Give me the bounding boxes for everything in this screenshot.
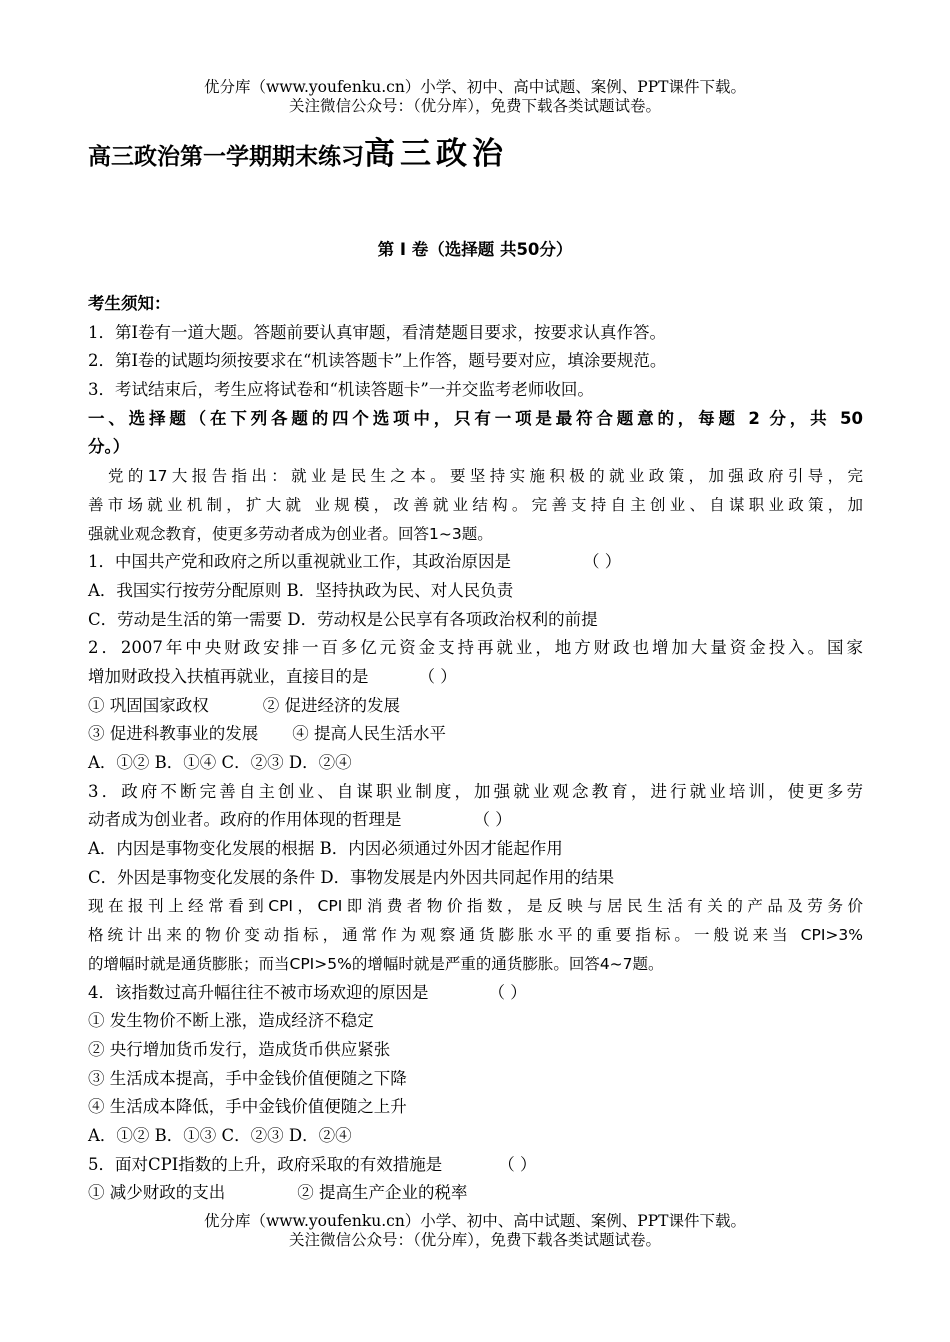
material1-line-2: 善市场就业机制，扩大就 业规模，改善就业结构。完善支持自主创业、自谋职业政策，加 [88, 495, 863, 514]
document-title [88, 128, 508, 173]
footer-line-2: 关注微信公众号：（优分库），免费下载各类试题试卷。 [288, 1231, 661, 1249]
header [0, 78, 950, 116]
q3-options-ab: A．内因是事物变化发展的根据 B．内因必须通过外因才能起作用 [88, 839, 563, 859]
q4-statement-3: ③ 生活成本提高，手中金钱价值便随之下降 [88, 1068, 407, 1088]
title-part-2: 高三政治 [364, 136, 508, 172]
q3-answer-paren: （ ） [473, 810, 512, 830]
material2-line-2: 格统计出来的物价变动指标，通常作为观察通货膨胀水平的重要指标。一般说来当 CPI>3% [88, 926, 863, 945]
q1-answer-paren: （ ） [583, 552, 622, 572]
q4-stem [88, 979, 863, 1008]
q2-statements-34 [88, 720, 863, 749]
material1-line-3: 强就业观念教育，使更多劳动者成为创业者。回答1~3题。 [88, 524, 493, 543]
footer [0, 1212, 950, 1250]
q5-answer-paren: （ ） [498, 1154, 537, 1174]
material2-line-3: 的增幅时就是通货膨胀；而当CPI>5%的增幅时就是严重的通货膨胀。回答4~7题。 [88, 954, 664, 973]
q1-stem [88, 548, 863, 577]
q2-options: A．①② B．①④ C．②③ D．②④ [88, 753, 352, 772]
material1-line-1: 党的17大报告指出：就业是民生之本。要坚持实施积极的就业政策，加强政府引导，完 [108, 467, 863, 486]
q4-stem-text: 4．该指数过高升幅往往不被市场欢迎的原因是 [88, 982, 429, 1002]
q1-options-cd: C．劳动是生活的第一需要 D．劳动权是公民享有各项政治权利的前提 [88, 609, 598, 629]
header-line-1: 优分库（www.youfenku.cn）小学、初中、高中试题、案例、PPT课件下载。 [203, 78, 747, 96]
q2-statement-3: ③ 促进科教事业的发展 [88, 724, 259, 744]
notice-item-2: 2．第I卷的试题均须按要求在“机读答题卡”上作答，题号要对应，填涂要规范。 [88, 351, 667, 371]
q4-answer-paren: （ ） [488, 982, 527, 1002]
notice-item-3: 3．考试结束后，考生应将试卷和“机读答题卡”一并交监考老师收回。 [88, 380, 594, 400]
notice-item-1: 1．第I卷有一道大题。答题前要认真审题，看清楚题目要求，按要求认真作答。 [88, 322, 667, 342]
q5-stem [88, 1151, 863, 1180]
material2-line-1: 现在报刊上经常看到CPI，CPI即消费者物价指数，是反映与居民生活有关的产品及劳务价 [88, 897, 863, 916]
q3-options-cd: C．外因是事物变化发展的条件 D．事物发展是内外因共同起作用的结果 [88, 867, 615, 887]
q5-stem-text: 5．面对CPI指数的上升，政府采取的有效措施是 [88, 1154, 443, 1174]
part1-heading-a: 一、选择题（在下列各题的四个选项中，只有一项是最符合题意的，每题 2 分，共 50 [88, 408, 863, 428]
section-title: 第 I 卷（选择题 共50分） [377, 240, 573, 259]
q4-statement-2: ② 央行增加货币发行，造成货币供应紧张 [88, 1039, 391, 1059]
notice-heading: 考生须知： [88, 294, 171, 313]
q2-statement-2: ② 促进经济的发展 [262, 695, 400, 715]
footer-line-1: 优分库（www.youfenku.cn）小学、初中、高中试题、案例、PPT课件下载。 [203, 1212, 747, 1230]
q2-stem-b-text: 增加财政投入扶植再就业，直接目的是 [88, 666, 369, 686]
q2-stem-b [88, 663, 863, 692]
q3-stem-b [88, 806, 863, 835]
title-part-1: 高三政治第一学期期末练习 [88, 144, 364, 170]
q1-options-ab: A．我国实行按劳分配原则 B．坚持执政为民、对人民负责 [88, 580, 514, 600]
q3-stem-a: 3．政府不断完善自主创业、自谋职业制度，加强就业观念教育，进行就业培训，使更多劳 [88, 781, 863, 801]
q5-statements-12 [88, 1179, 863, 1208]
header-line-2: 关注微信公众号：（优分库），免费下载各类试题试卷。 [288, 97, 661, 115]
q5-statement-1: ① 减少财政的支出 [88, 1183, 226, 1203]
q1-stem-text: 1．中国共产党和政府之所以重视就业工作，其政治原因是 [88, 552, 511, 572]
q5-statement-2: ② 提高生产企业的税率 [297, 1183, 468, 1203]
q2-statement-1: ① 巩固国家政权 [88, 695, 209, 715]
q2-statements-12 [88, 692, 863, 721]
q2-answer-paren: （ ） [418, 666, 457, 686]
part1-heading-b: 分。） [88, 437, 130, 457]
q4-statement-1: ① 发生物价不断上涨，造成经济不稳定 [88, 1011, 374, 1031]
q2-statement-4: ④ 提高人民生活水平 [292, 724, 446, 744]
q2-stem-a: 2．2007年中央财政安排一百多亿元资金支持再就业，地方财政也增加大量资金投入。国家 [88, 638, 863, 658]
q4-options: A．①② B．①③ C．②③ D．②④ [88, 1125, 352, 1145]
q3-stem-b-text: 动者成为创业者。政府的作用体现的哲理是 [88, 810, 402, 830]
q4-statement-4: ④ 生活成本降低，手中金钱价值便随之上升 [88, 1097, 407, 1117]
document-body [88, 290, 863, 1208]
